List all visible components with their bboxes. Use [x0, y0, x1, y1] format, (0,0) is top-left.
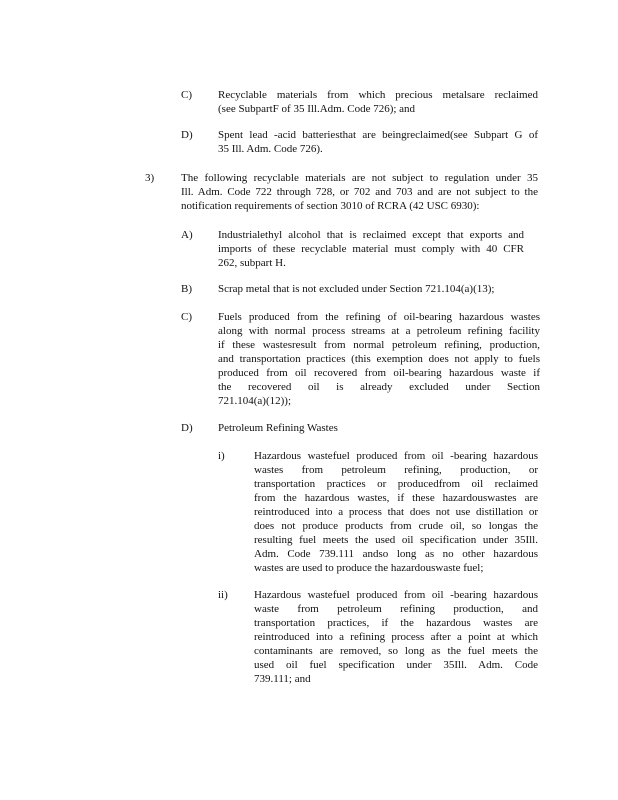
item-text: Petroleum Refining Wastes — [218, 422, 338, 434]
item-label: D) — [181, 422, 193, 434]
subitem-label: ii) — [218, 589, 228, 601]
paragraph-label: 3) — [145, 172, 155, 184]
item-text: Scrap metal that is not excluded under Section 721.104(a)(13); — [218, 283, 495, 295]
item-label: D) — [181, 129, 193, 141]
item-text: Fuels produced from the refining of oil-bearing hazardous wastes along with normal process streams at a petroleum refining facility if these wastesresult from normal petroleum refining, production, and transportation practices (this exemption does not apply to fuels produced from oil recovered from oil-bearing hazardous waste if the recovered oil is already excluded under Section 721.104(a)(12)); — [218, 311, 540, 407]
item-label: B) — [181, 283, 192, 295]
subitem-text: Hazardous wastefuel produced from oil -bearing hazardous wastes from petroleum refining, production, or transportation practices or producedfrom oil reclaimed from the hazardous wastes, if these hazardouswastes are reintroduced into a process that does not use distillation or does not produce products from crude oil, so longas the resulting fuel meets the used oil specification under 35Ill. Adm. Code 739.111 andso long as no other hazardous wastes are used to produce the hazardouswaste fuel; — [254, 450, 538, 574]
item-label: C) — [181, 311, 192, 323]
subitem-label: i) — [218, 450, 225, 462]
paragraph-text: The following recyclable materials are not subject to regulation under 35 Ill. Adm. Code 722 through 728, or 702 and 703 and are not subject to the notification requirements of section 3010 of RCRA (42 USC 6930): — [181, 172, 538, 212]
item-text: Recyclable materials from which precious metalsare reclaimed (see SubpartF of 35 Ill.Adm. Code 726); and — [218, 89, 538, 115]
item-text: Industrialethyl alcohol that is reclaimed except that exports and imports of these recyclable material must comply with 40 CFR 262, subpart H. — [218, 229, 524, 269]
item-text: Spent lead -acid batteriesthat are beingreclaimed(see Subpart G of 35 Ill. Adm. Code 726). — [218, 129, 538, 155]
item-label: C) — [181, 89, 192, 101]
subitem-text: Hazardous wastefuel produced from oil -bearing hazardous waste from petroleum refining production, and transportation practices, if the hazardous wastes are reintroduced into a refining process after a point at which contaminants are removed, so long as the fuel meets the used oil fuel specification under 35Ill. Adm. Code 739.111; and — [254, 589, 538, 685]
item-label: A) — [181, 229, 193, 241]
